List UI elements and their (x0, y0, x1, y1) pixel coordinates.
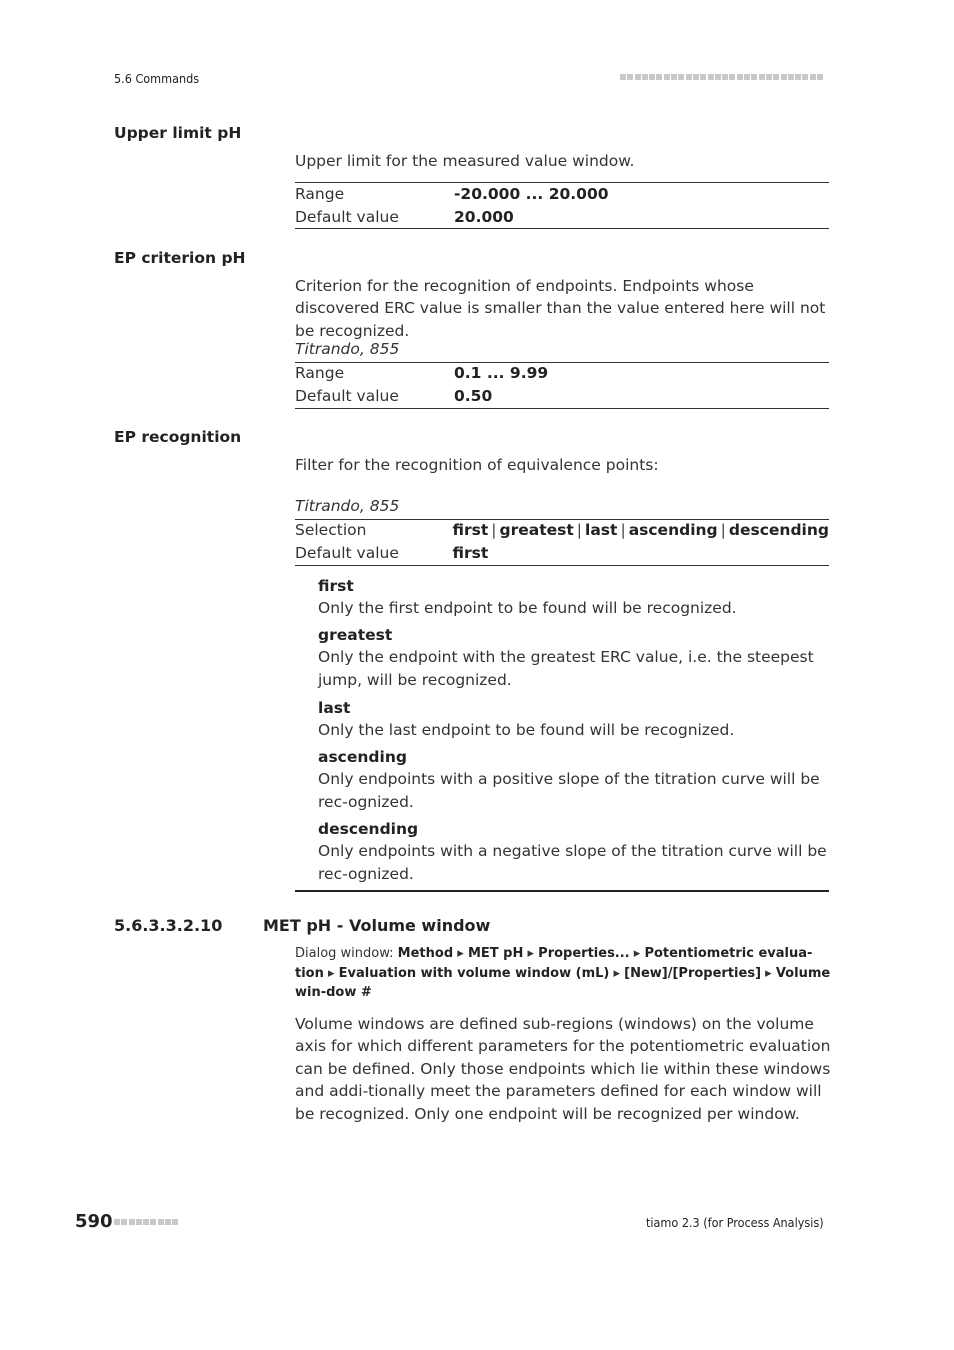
dialog-path-item: Properties... (538, 946, 630, 961)
dialog-path-item: Potentiometric evalua-tion (295, 946, 813, 981)
arrow-icon: ▸ (633, 946, 641, 961)
section-number: 5.6.3.3.2.10 (114, 916, 223, 935)
range-key: Range (295, 364, 345, 383)
dialog-path-item: Volume win-dow # (295, 965, 831, 1001)
upper-limit-table (295, 183, 829, 228)
table-row (295, 183, 829, 206)
selection-values: first | greatest | last | ascending | descending (452, 521, 829, 540)
arrow-icon: ▸ (328, 965, 335, 981)
option-text: Only endpoints with a positive slope of the titration curve will be rec-ognized. (318, 770, 820, 811)
table-row (295, 362, 829, 385)
option-text: Only endpoints with a negative slope of the titration curve will be rec-ognized. (318, 842, 827, 883)
dialog-prefix: Dialog window: (295, 946, 398, 961)
selection-key: Selection (295, 521, 367, 540)
ep-criterion-devices: Titrando, 855 (295, 340, 400, 358)
footer-product: tiamo 2.3 (for Process Analysis) (646, 1215, 824, 1230)
default-key: Default value (295, 207, 399, 226)
arrow-icon: ▸ (613, 965, 621, 981)
default-key: Default value (295, 386, 399, 405)
option-greatest (318, 624, 833, 691)
arrow-icon: ▸ (765, 965, 772, 981)
range-value: -20.000 ... 20.000 (454, 185, 609, 204)
option-text: Only the endpoint with the greatest ERC value, i.e. the steepest jump, will be recognized. (318, 648, 814, 689)
ep-recognition-description: Filter for the recognition of equivalence points: (295, 456, 659, 474)
selection-option: greatest (499, 521, 574, 540)
ep-recognition-devices: Titrando, 855 (295, 497, 400, 515)
section-title: MET pH - Volume window (263, 916, 491, 935)
selection-option: last (585, 521, 618, 540)
arrow-icon: ▸ (457, 946, 464, 961)
default-key: Default value (295, 543, 399, 562)
option-term: last (318, 699, 351, 717)
arrow-icon: ▸ (527, 946, 535, 961)
table-row (295, 519, 829, 542)
selection-option: descending (728, 521, 829, 540)
footer-decoration (114, 1219, 180, 1225)
default-value: 20.000 (454, 207, 514, 226)
selection-option: ascending (628, 521, 718, 540)
dialog-path-item: MET pH (467, 946, 524, 961)
range-key: Range (295, 185, 345, 204)
ep-criterion-label: EP criterion pH (114, 249, 246, 267)
range-value: 0.1 ... 9.99 (454, 364, 549, 383)
option-descending (318, 818, 833, 885)
ep-criterion-table (295, 362, 829, 407)
upper-limit-label: Upper limit pH (114, 124, 242, 142)
option-term: ascending (318, 748, 407, 766)
dialog-path-item: [New]/[Properties] (624, 965, 762, 981)
option-ascending (318, 746, 833, 813)
section-body: Volume windows are defined sub-regions (windows) on the volume axis for which different parameters for the potentiometric evaluation can be defined. Only those endpoints which lie within these windows and addi-tionally meet the parameters defined for each window will be recognized. Only one endpoint will be recognized per window. (295, 1015, 831, 1123)
option-first (318, 575, 833, 620)
option-text: Only the first endpoint to be found will be recognized. (318, 599, 737, 618)
option-text: Only the last endpoint to be found will be recognized. (318, 721, 735, 740)
default-value: first (452, 543, 489, 562)
default-value: 0.50 (454, 386, 493, 405)
ep-recognition-table (295, 519, 829, 564)
ep-criterion-description: Criterion for the recognition of endpoints. Endpoints whose discovered ERC value is smaller than the value entered here will not be recognized. (295, 277, 826, 340)
table-row (295, 206, 829, 229)
table-row (295, 385, 829, 408)
dialog-path (295, 944, 835, 1003)
selection-option: first (452, 521, 489, 540)
option-term: greatest (318, 626, 393, 644)
table-bottom-rule (295, 565, 829, 566)
running-header-section: 5.6 Commands (114, 71, 200, 86)
page-number: 590 (75, 1211, 113, 1232)
header-decoration (620, 74, 824, 80)
option-term: descending (318, 820, 419, 838)
upper-limit-description: Upper limit for the measured value window. (295, 152, 635, 170)
section-end-rule (295, 890, 829, 892)
table-bottom-rule (295, 228, 829, 229)
ep-recognition-label: EP recognition (114, 428, 242, 446)
table-bottom-rule (295, 408, 829, 409)
table-row (295, 542, 829, 565)
option-term: first (318, 577, 354, 595)
option-last (318, 697, 833, 742)
dialog-path-item: Method (397, 946, 454, 961)
dialog-path-item: Evaluation with volume window (mL) (338, 965, 610, 981)
